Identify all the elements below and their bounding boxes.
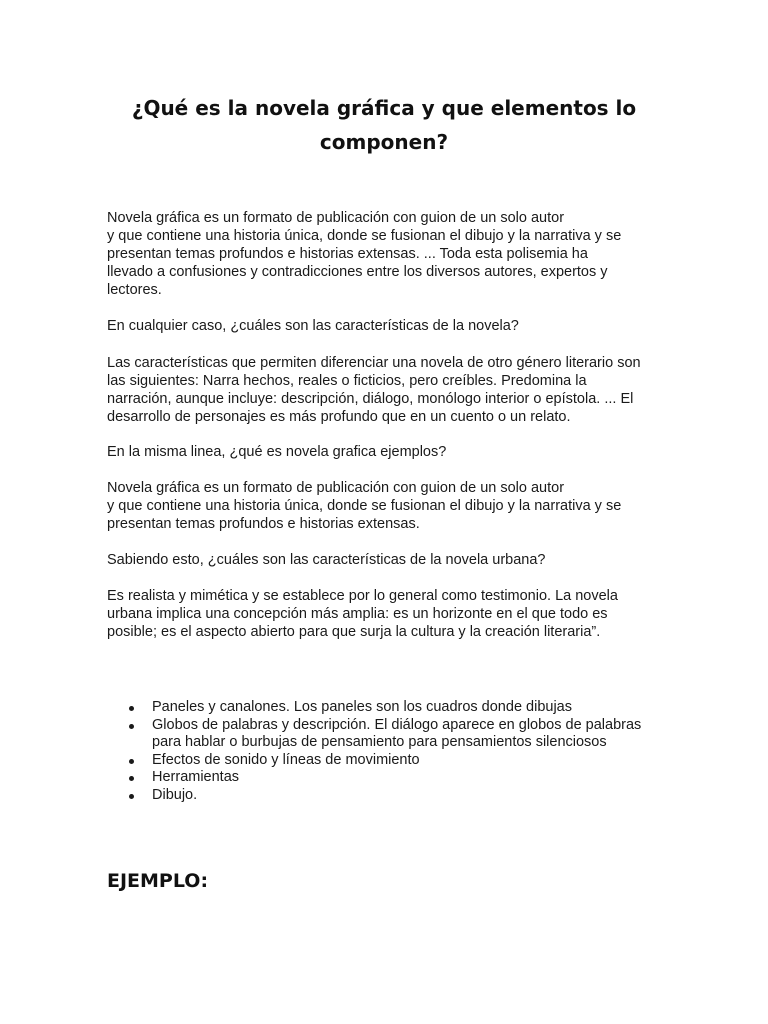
text-line: las siguientes: Narra hechos, reales o ficticios, pero creíbles. Predomina la <box>107 373 587 389</box>
bullet-dot-icon <box>129 724 134 729</box>
paragraph-definition <box>107 209 687 299</box>
text-line: llevado a confusiones y contradicciones entre los diversos autores, expertos y <box>107 264 608 280</box>
text-line: En cualquier caso, ¿cuáles son las características de la novela? <box>107 318 519 334</box>
bullet-dot-icon <box>129 776 134 781</box>
list-item <box>107 769 707 787</box>
text-line: Es realista y mimética y se establece por lo general como testimonio. La novela <box>107 588 618 604</box>
list-item-text: Dibujo. <box>152 786 198 803</box>
list-item-text: Herramientas <box>152 769 240 786</box>
text-line: presentan temas profundos e historias extensas. <box>107 516 420 532</box>
bullet-dot-icon <box>129 706 134 711</box>
text-line: lectores. <box>107 282 162 298</box>
text-line: Sabiendo esto, ¿cuáles son las características de la novela urbana? <box>107 552 546 568</box>
text-line: y que contiene una historia única, donde se fusionan el dibujo y la narrativa y se <box>107 228 622 244</box>
paragraph-question-characteristics <box>107 317 687 335</box>
title-line: componen? <box>319 130 449 154</box>
paragraph-question-examples <box>107 443 687 461</box>
text-line: Las características que permiten diferenciar una novela de otro género literario son <box>107 355 641 371</box>
paragraph-urban-novel <box>107 587 687 641</box>
bullet-dot-icon <box>129 759 134 764</box>
text-line: urbana implica una concepción más amplia: es un horizonte en el que todo es <box>107 606 608 622</box>
paragraph-characteristics <box>107 354 687 426</box>
list-item-text: para hablar o burbujas de pensamiento para pensamientos silenciosos <box>152 734 607 751</box>
text-line: Novela gráfica es un formato de publicación con guion de un solo autor <box>107 210 565 226</box>
text-line: narración, aunque incluye: descripción, diálogo, monólogo interior o epístola. ... El <box>107 391 634 407</box>
text-line: En la misma linea, ¿qué es novela grafica ejemplos? <box>107 444 447 460</box>
list-item <box>107 752 707 770</box>
paragraph-question-urban-novel <box>107 551 687 569</box>
list-item-text: Efectos de sonido y líneas de movimiento <box>152 751 420 768</box>
text-line: Novela gráfica es un formato de publicación con guion de un solo autor <box>107 480 565 496</box>
list-item <box>107 717 707 752</box>
example-heading: EJEMPLO: <box>107 870 209 892</box>
title-line: ¿Qué es la novela gráfica y que elementos lo <box>131 96 637 120</box>
paragraph-definition-repeat <box>107 479 687 533</box>
text-line: presentan temas profundos e historias extensas. ... Toda esta polisemia ha <box>107 246 588 262</box>
text-line: desarrollo de personajes es más profundo que en un cuento o un relato. <box>107 409 571 425</box>
document-title <box>60 91 708 159</box>
list-item <box>107 699 707 717</box>
bullet-dot-icon <box>129 794 134 799</box>
list-item <box>107 787 707 805</box>
text-line: y que contiene una historia única, donde se fusionan el dibujo y la narrativa y se <box>107 498 622 514</box>
list-item-text: Paneles y canalones. Los paneles son los cuadros donde dibujas <box>152 699 572 715</box>
list-item-text: Globos de palabras y descripción. El diálogo aparece en globos de palabras <box>152 716 642 733</box>
elements-bullet-list <box>107 699 707 805</box>
text-line: posible; es el aspecto abierto para que surja la cultura y la creación literaria”. <box>107 624 601 640</box>
